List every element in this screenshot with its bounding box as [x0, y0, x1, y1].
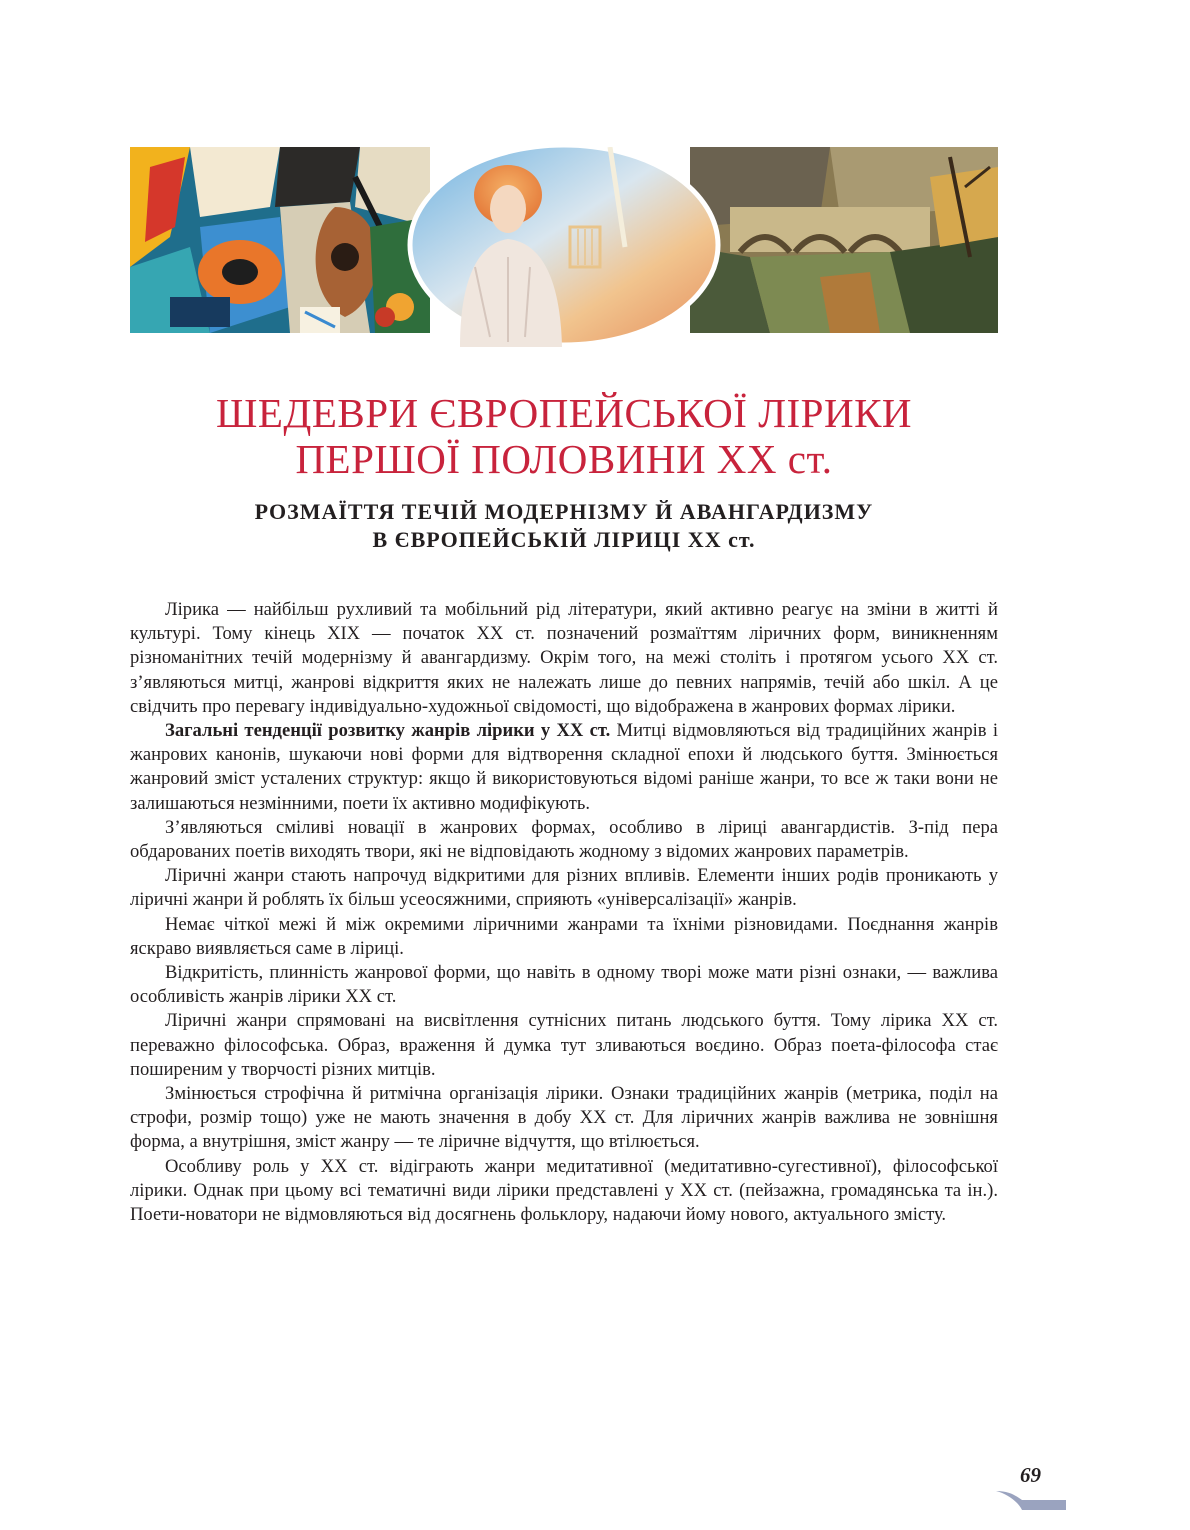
paragraph-text: З’являються сміливі новації в жанрових формах, особливо в ліриці авангардистів. З-під пера обдарованих поетів виходять твори, які не відповідають жодному з відомих жанрових параметрів. [130, 816, 998, 863]
paragraph-text: Митці відмовляються від традиційних жанрів і жанрових канонів, шукаючи нові форми для відтворення складної епохи й людського буття. Змінюється жанровий зміст усталених структур: якщо й використовуються відомі раніше жанри, то все ж таки вони не залишаються незмінними, поети їх активно модифікують. [130, 720, 999, 814]
paragraph [130, 719, 998, 816]
cubist-bridge-painting [690, 147, 998, 333]
paragraph-lead: Загальні тенденції розвитку жанрів лірики у XX ст. [165, 720, 611, 742]
title-line-1: ШЕДЕВРИ ЄВРОПЕЙСЬКОЇ ЛІРИКИ [215, 390, 913, 436]
paragraph [130, 1009, 998, 1082]
paragraph [130, 864, 998, 912]
subtitle-line-2: В ЄВРОПЕЙСЬКІЙ ЛІРИЦІ XX ст. [372, 527, 756, 552]
paragraph [130, 961, 998, 1009]
paragraph-text: Ліричні жанри стають напрочуд відкритими для різних впливів. Елементи інших родів проникають у ліричні жанри й роблять їх більш усеосяжними, сприяють «універсалізації» жанрів. [130, 865, 998, 911]
page-title [130, 390, 998, 482]
paragraph [130, 1155, 998, 1228]
cubist-still-life-painting [130, 147, 430, 333]
paragraph-text: Змінюється строфічна й ритмічна організація лірики. Ознаки традиційних жанрів (метрика, поділ на строфи, розмір тощо) уже не мають значення в добу XX ст. Для ліричних жанрів важлива не зовнішня форма, а внутрішня, зміст жанру — те ліричне відчуття, що втілюється. [130, 1083, 998, 1153]
paragraph-text: Лірика — найбільш рухливий та мобільний рід літератури, який активно реагує на зміни в житті й культурі. Тому кінець XIX — початок XX ст. позначений розмаїттям ліричних форм, виникненням різноманітних течій модернізму й авангардизму. Окрім того, на межі століть і протягом усього XX ст. з’являються митці, жанрові відкриття яких не належать лише до певних напрямів, течій або шкіл. А це свідчить про перевагу індивідуально-художньої свідомості, що відображена в жанрових формах лірики. [130, 599, 998, 717]
section-subtitle [130, 498, 998, 554]
paragraph [130, 816, 998, 864]
paragraph [130, 1082, 998, 1155]
title-line-2: ПЕРШОЇ ПОЛОВИНИ XX ст. [295, 436, 833, 482]
paragraph-text: Немає чіткої межі й між окремими ліричними жанрами та їхніми різновидами. Поєднання жанрів яскраво виявляється саме в ліриці. [130, 913, 998, 959]
banner-artwork [130, 147, 998, 347]
paragraph-text: Ліричні жанри спрямовані на висвітлення сутнісних питань людського буття. Тому лірика XX ст. переважно філософська. Образ, враження й думка тут зливаються воєдино. Образ поета-філософа стає поширеним у творчості різних митців. [130, 1010, 998, 1080]
page-number: 69 [1020, 1463, 1041, 1487]
paragraph-text: Відкритість, плинність жанрової форми, що навіть в одному творі може мати різні ознаки, — важлива особливість жанрів лірики XX ст. [130, 962, 998, 1008]
page-corner-ornament [996, 1488, 1066, 1510]
muse-with-lyre-painting [410, 147, 718, 347]
paragraph-text: Особливу роль у XX ст. відіграють жанри медитативної (медитативно-сугестивної), філософської лірики. Однак при цьому всі тематичні види лірики представлені у XX ст. (пейзажна, громадянська та ін.). Поети-новатори не відмовляються від досягнень фольклору, надаючи йому нового, актуального змісту. [130, 1155, 998, 1226]
paragraph [130, 598, 998, 719]
header-banner [130, 147, 998, 333]
paragraph [130, 913, 998, 961]
body-text [130, 598, 998, 1227]
subtitle-line-1: РОЗМАЇТТЯ ТЕЧІЙ МОДЕРНІЗМУ Й АВАНГАРДИЗМУ [254, 499, 874, 524]
